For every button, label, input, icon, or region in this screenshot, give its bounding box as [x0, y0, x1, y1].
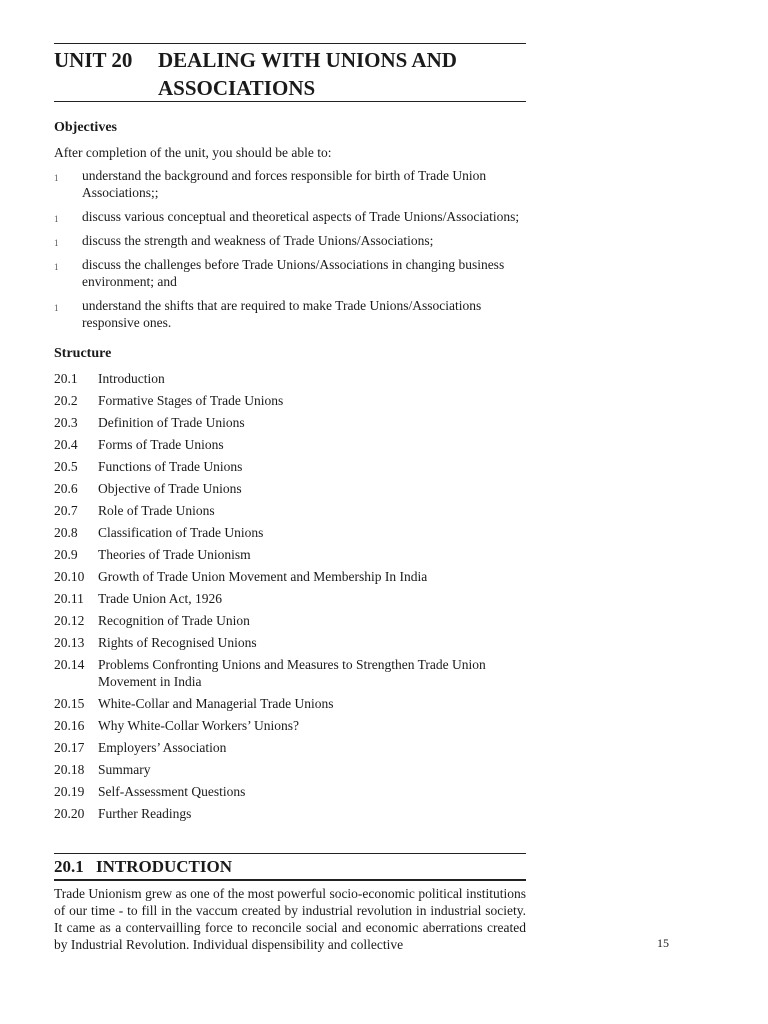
structure-item: 20.4 Forms of Trade Unions: [54, 437, 224, 452]
objectives-list: [54, 167, 534, 338]
intro-section-number: 20.1: [54, 857, 84, 876]
section-number: 20.8: [54, 525, 78, 540]
intro-rule-bottom: [54, 879, 526, 881]
section-number: 20.15: [54, 696, 85, 711]
structure-heading: Structure: [54, 346, 112, 361]
unit-title: DEALING WITH UNIONS AND ASSOCIATIONS: [158, 48, 457, 100]
structure-item: 20.9 Theories of Trade Unionism: [54, 547, 251, 562]
structure-item: 20.18 Summary: [54, 762, 151, 777]
header-rule-top: [54, 43, 526, 44]
section-number: 20.3: [54, 415, 78, 430]
section-number: 20.11: [54, 591, 84, 606]
structure-item: 20.1 Introduction: [54, 371, 165, 386]
unit-number: UNIT 20: [54, 48, 133, 72]
objective-item: 1 discuss the challenges before Trade Unions/Associations in changing business environment; and: [54, 257, 505, 289]
structure-item: 20.10 Growth of Trade Union Movement and Membership In India: [54, 569, 428, 584]
section-number: 20.17: [54, 740, 85, 755]
objectives-heading: Objectives: [54, 120, 117, 135]
section-number: 20.7: [54, 503, 78, 518]
structure-item: 20.5 Functions of Trade Unions: [54, 459, 243, 474]
bullet-marker: 1: [54, 173, 59, 183]
structure-item: 20.15 White-Collar and Managerial Trade Unions: [54, 696, 334, 711]
intro-section-title: INTRODUCTION: [96, 857, 233, 876]
structure-item: 20.6 Objective of Trade Unions: [54, 481, 242, 496]
objective-item: 1 discuss various conceptual and theoretical aspects of Trade Unions/Associations;: [54, 208, 534, 225]
structure-item: 20.12 Recognition of Trade Union: [54, 613, 250, 628]
page-number: 15: [657, 936, 669, 950]
section-number: 20.2: [54, 393, 78, 408]
structure-item: 20.11 Trade Union Act, 1926: [54, 591, 222, 606]
section-number: 20.10: [54, 569, 85, 584]
section-number: 20.4: [54, 437, 78, 452]
section-number: 20.6: [54, 481, 78, 496]
bullet-marker: 1: [54, 262, 59, 272]
section-number: 20.16: [54, 718, 85, 733]
section-number: 20.5: [54, 459, 78, 474]
structure-item: 20.3 Definition of Trade Unions: [54, 415, 245, 430]
bullet-marker: 1: [54, 214, 59, 224]
structure-item: 20.19 Self-Assessment Questions: [54, 784, 246, 799]
structure-list: [54, 370, 534, 827]
section-number: 20.9: [54, 547, 78, 562]
structure-item: 20.20 Further Readings: [54, 806, 192, 821]
section-number: 20.12: [54, 613, 85, 628]
objective-item: 1 understand the shifts that are required to make Trade Unions/Associations responsive ones.: [54, 298, 482, 330]
section-number: 20.18: [54, 762, 85, 777]
structure-item: 20.7 Role of Trade Unions: [54, 503, 215, 518]
section-number: 20.20: [54, 806, 85, 821]
introduction-paragraph: Trade Unionism grew as one of the most powerful socio-economic political institutions of our time - to fill in the vaccum created by industrial revolution in industrial society. It came as a contervailling force to reconcile social and economic aberrations created by Industrial Revolution. Individual dispensibility and collective: [54, 886, 526, 952]
structure-item: 20.2 Formative Stages of Trade Unions: [54, 393, 284, 408]
structure-item: 20.14 Problems Confronting Unions and Measures to Strengthen Trade Union Movement in India: [54, 657, 486, 689]
section-number: 20.19: [54, 784, 85, 799]
header-rule-bottom: [54, 101, 526, 102]
bullet-marker: 1: [54, 238, 59, 248]
structure-item: 20.16 Why White-Collar Workers’ Unions?: [54, 718, 299, 733]
intro-rule-top: [54, 853, 526, 854]
objective-item: 1 understand the background and forces responsible for birth of Trade Union Associations;;: [54, 168, 487, 200]
section-number: 20.1: [54, 371, 78, 386]
introduction-heading: [54, 857, 232, 877]
objective-item: 1 discuss the strength and weakness of Trade Unions/Associations;: [54, 232, 534, 249]
structure-item: 20.17 Employers’ Association: [54, 740, 227, 755]
section-number: 20.13: [54, 635, 85, 650]
objectives-intro: After completion of the unit, you should be able to:: [54, 145, 332, 160]
structure-item: 20.8 Classification of Trade Unions: [54, 525, 264, 540]
structure-item: 20.13 Rights of Recognised Unions: [54, 635, 257, 650]
bullet-marker: 1: [54, 303, 59, 313]
section-number: 20.14: [54, 657, 85, 672]
